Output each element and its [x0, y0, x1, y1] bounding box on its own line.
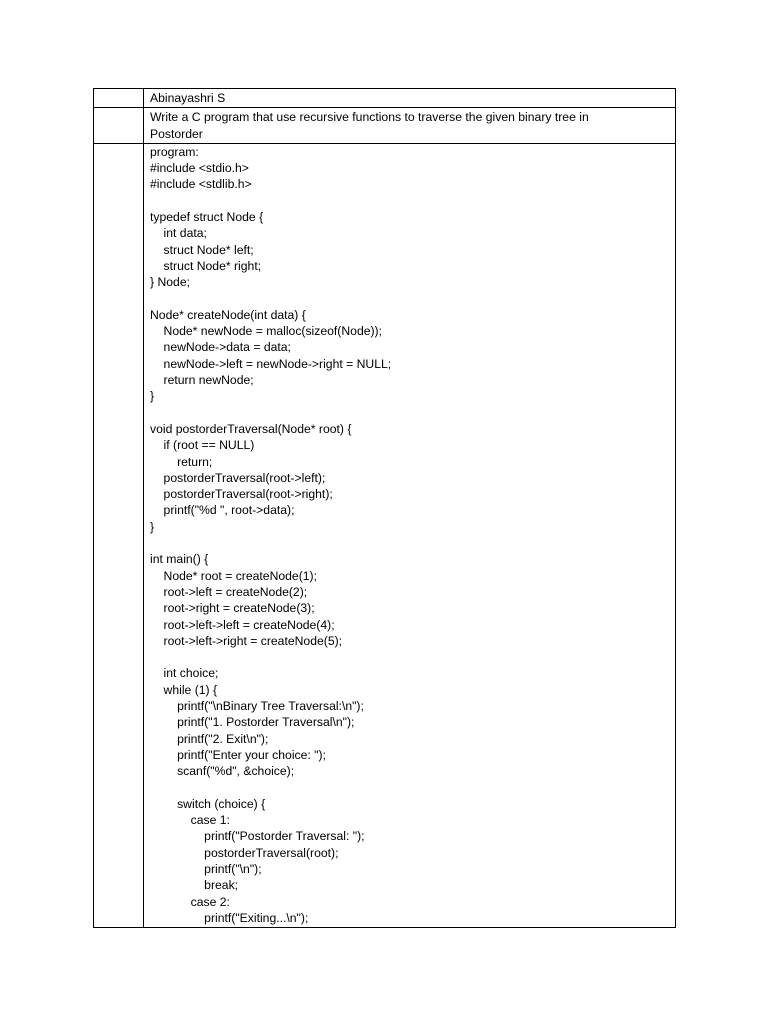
row-number-cell: [94, 108, 144, 144]
code-line: [150, 291, 669, 307]
code-line: scanf("%d", &choice);: [150, 764, 295, 779]
table-row: [94, 108, 676, 144]
code-line: int main() {: [150, 552, 209, 567]
code-line: }: [150, 519, 155, 534]
table-row: [94, 143, 676, 927]
row-number-cell: [94, 89, 144, 108]
code-line: [150, 649, 669, 665]
row-number-cell: [94, 143, 144, 927]
code-line: switch (choice) {: [150, 796, 266, 811]
code-line: break;: [150, 878, 239, 893]
code-line: program:: [150, 144, 199, 159]
document-table: [93, 88, 676, 928]
code-line: struct Node* right;: [150, 258, 262, 273]
code-line: int choice;: [150, 666, 219, 681]
code-line: root->left->left = createNode(4);: [150, 617, 335, 632]
code-line: printf("\nBinary Tree Traversal:\n");: [150, 698, 364, 713]
code-line: postorderTraversal(root->left);: [150, 470, 326, 485]
question-text: Write a C program that use recursive functions to traverse the given binary tree in Postorder: [150, 110, 589, 141]
code-line: newNode->data = data;: [150, 340, 291, 355]
code-line: #include <stdio.h>: [150, 161, 249, 176]
code-line: postorderTraversal(root);: [150, 845, 339, 860]
code-line: } Node;: [150, 275, 190, 290]
code-line: printf("Enter your choice: ");: [150, 747, 326, 762]
code-line: Node* createNode(int data) {: [150, 307, 306, 322]
code-line: [150, 779, 669, 795]
code-line: #include <stdlib.h>: [150, 177, 252, 192]
code-line: case 2:: [150, 894, 230, 909]
author-name: Abinayashri S: [150, 91, 226, 105]
code-line: newNode->left = newNode->right = NULL;: [150, 356, 392, 371]
code-line: printf("1. Postorder Traversal\n");: [150, 715, 355, 730]
program-code-block: [144, 144, 675, 927]
code-line: Node* root = createNode(1);: [150, 568, 317, 583]
code-line: case 1:: [150, 813, 230, 828]
code-line: printf("\n");: [150, 861, 262, 876]
code-line: root->left->right = createNode(5);: [150, 633, 343, 648]
code-line: if (root == NULL): [150, 438, 255, 453]
code-line: Node* newNode = malloc(sizeof(Node));: [150, 324, 383, 339]
question-cell: [144, 108, 676, 144]
code-line: [150, 535, 669, 551]
code-line: return newNode;: [150, 373, 254, 388]
code-line: printf("Exiting...\n");: [150, 910, 309, 925]
code-line: [150, 193, 669, 209]
code-line: return;: [150, 454, 213, 469]
code-line: int data;: [150, 226, 207, 241]
code-line: typedef struct Node {: [150, 210, 264, 225]
code-line: struct Node* left;: [150, 242, 254, 257]
code-line: postorderTraversal(root->right);: [150, 487, 333, 502]
code-line: }: [150, 389, 155, 404]
program-code-cell: [144, 143, 676, 927]
table-row: [94, 89, 676, 108]
code-line: [150, 405, 669, 421]
code-line: printf("2. Exit\n");: [150, 731, 269, 746]
code-line: root->right = createNode(3);: [150, 601, 315, 616]
code-line: printf("%d ", root->data);: [150, 503, 295, 518]
author-name-cell: [144, 89, 676, 108]
code-line: void postorderTraversal(Node* root) {: [150, 421, 352, 436]
code-line: root->left = createNode(2);: [150, 584, 308, 599]
code-line: while (1) {: [150, 682, 218, 697]
code-line: printf("Postorder Traversal: ");: [150, 829, 365, 844]
